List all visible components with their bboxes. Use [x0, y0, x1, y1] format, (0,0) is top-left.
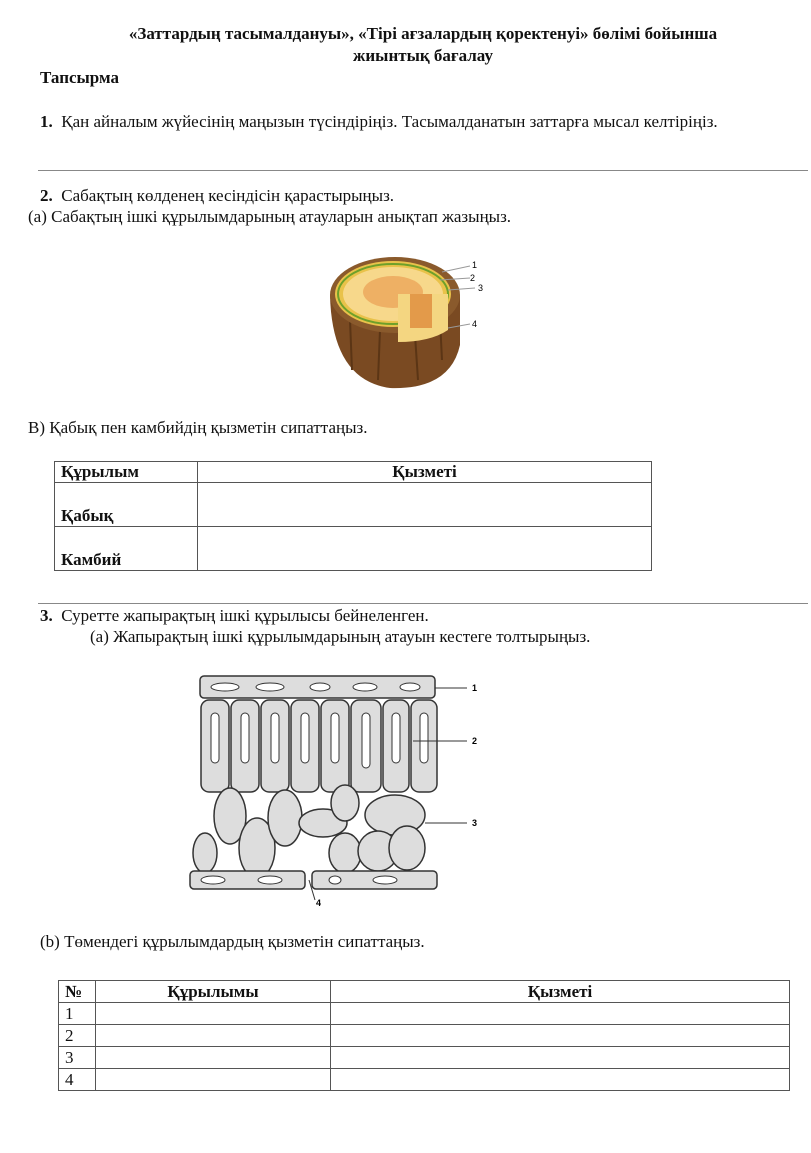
- answer-cell[interactable]: [331, 1025, 790, 1047]
- section-heading: Тапсырма: [40, 68, 119, 87]
- leaf-cross-section-figure: [185, 668, 505, 908]
- question-1: [40, 112, 718, 132]
- divider: [38, 170, 808, 171]
- column-header: Қызметі: [331, 981, 790, 1003]
- question-3a: (а) Жапырақтың ішкі құрылымдарының атауын кестеге толтырыңыз.: [90, 627, 591, 646]
- table-cell: Қабық: [55, 483, 198, 527]
- column-header: Құрылым: [55, 462, 198, 483]
- answer-cell[interactable]: [198, 527, 652, 571]
- question-2: [40, 186, 394, 206]
- figure-label-1: 1: [472, 260, 478, 270]
- question-2a: (а) Сабақтың ішкі құрылымдарының атауларын анықтап жазыңыз.: [28, 207, 512, 226]
- question-text: Сабақтың көлденең кесіндісін қарастырыңыз.: [61, 186, 395, 205]
- table-cell: Камбий: [55, 527, 198, 571]
- answer-cell[interactable]: [96, 1047, 331, 1069]
- question-2b: В) Қабық пен камбийдің қызметін сипаттаңыз.: [28, 418, 368, 437]
- answer-cell[interactable]: [96, 1003, 331, 1025]
- answer-cell[interactable]: [331, 1047, 790, 1069]
- title-line-1: «Заттардың тасымалдануы», «Тірі ағзалардың қоректенуі» бөлімі бойынша: [128, 24, 718, 43]
- row-number: 3: [59, 1047, 96, 1069]
- question-text: Суретте жапырақтың ішкі құрылысы бейнеленген.: [61, 606, 429, 625]
- stem-cross-section-figure: [320, 250, 490, 395]
- question-text: Қан айналым жүйесінің маңызын түсіндіріңіз. Тасымалданатын заттарға мысал келтіріңіз.: [61, 112, 718, 131]
- answer-cell[interactable]: [96, 1025, 331, 1047]
- row-number: 4: [59, 1069, 96, 1091]
- column-header: Қызметі: [198, 462, 652, 483]
- answer-cell[interactable]: [331, 1069, 790, 1091]
- figure-label-2: 2: [470, 273, 476, 283]
- row-number: 2: [59, 1025, 96, 1047]
- figure-label-2: 2: [472, 736, 478, 746]
- answer-cell[interactable]: [331, 1003, 790, 1025]
- title-line-2: жиынтық бағалау: [353, 46, 493, 65]
- leaf-function-table: [58, 980, 790, 1091]
- question-3b: (b) Төмендегі құрылымдардың қызметін сипаттаңыз.: [40, 932, 425, 951]
- row-number: 1: [59, 1003, 96, 1025]
- question-number: 2.: [40, 186, 53, 205]
- question-3: [40, 606, 429, 626]
- stem-function-table: [54, 461, 652, 571]
- question-number: 3.: [40, 606, 53, 625]
- figure-label-4: 4: [316, 898, 322, 908]
- divider: [38, 603, 808, 604]
- figure-label-4: 4: [472, 319, 478, 329]
- answer-cell[interactable]: [198, 483, 652, 527]
- figure-label-3: 3: [472, 818, 478, 828]
- column-header: №: [59, 981, 96, 1003]
- figure-label-3: 3: [478, 283, 484, 293]
- question-number: 1.: [40, 112, 53, 131]
- figure-label-1: 1: [472, 683, 478, 693]
- column-header: Құрылымы: [96, 981, 331, 1003]
- answer-cell[interactable]: [96, 1069, 331, 1091]
